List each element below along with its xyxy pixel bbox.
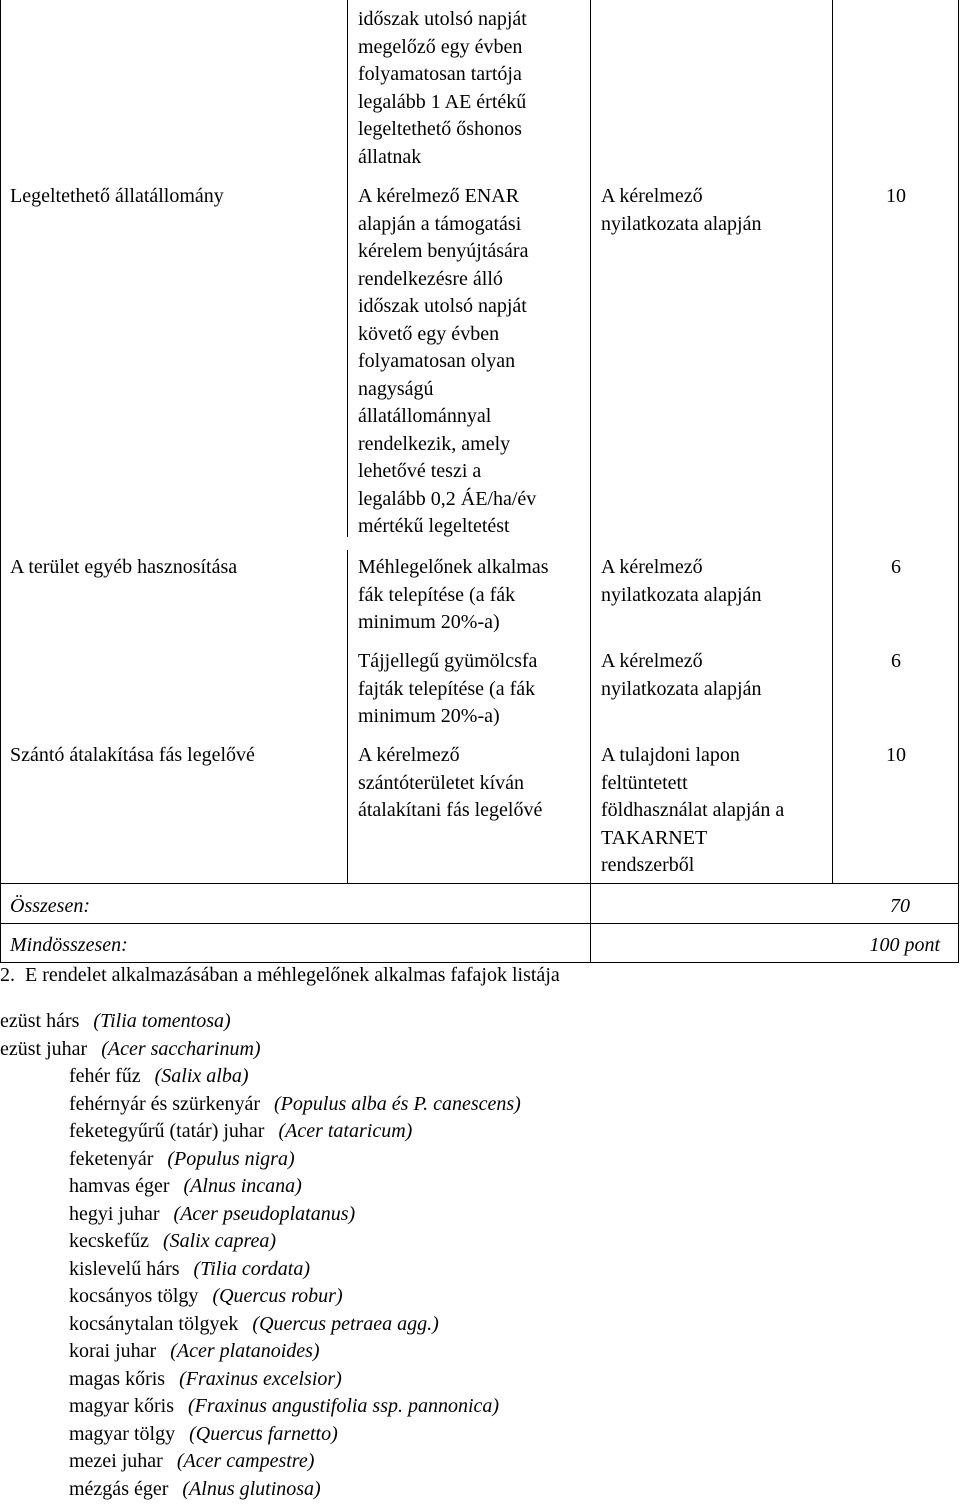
- row-tajjellegu-points: 6: [891, 650, 901, 672]
- plant-common-name: fehérnyár és szürkenyár: [69, 1092, 261, 1115]
- plant-scientific-name: (Quercus petraea agg.): [252, 1312, 439, 1335]
- plant-scientific-name: (Salix alba): [154, 1065, 249, 1087]
- plant-common-name: fehér fűz: [69, 1065, 141, 1087]
- plant-common-name: korai juhar: [69, 1340, 157, 1362]
- plant-common-name: feketegyűrű (tatár) juhar: [69, 1120, 265, 1142]
- grand-total-value: 100 pont: [869, 934, 940, 956]
- total-value: 70: [890, 895, 910, 917]
- plant-common-name: mezei juhar: [69, 1450, 163, 1472]
- list-item: [0, 1008, 960, 1036]
- row-egyeb-criterion: Méhlegelőnek alkalmas fák telepítése (a fák minimum 20%-a): [358, 556, 549, 633]
- plant-scientific-name: (Populus alba és P. canescens): [274, 1092, 521, 1115]
- plant-common-name: mézgás éger: [69, 1477, 169, 1500]
- list-item: [0, 1338, 960, 1366]
- plant-scientific-name: (Acer pseudoplatanus): [173, 1202, 356, 1225]
- plant-scientific-name: (Acer tataricum): [278, 1120, 413, 1142]
- plant-scientific-name: (Acer campestre): [176, 1450, 315, 1472]
- table-divider-2: [590, 0, 591, 962]
- total-label: Összesen:: [10, 895, 90, 917]
- plant-common-name: hamvas éger: [69, 1175, 170, 1197]
- criterion-continuation: időszak utolsó napját megelőző egy évben folyamatosan tartója legalább 1 AE értékű legeltethető őshonos állatnak: [358, 8, 527, 168]
- list-item: [0, 1173, 960, 1201]
- list-item: [0, 1283, 960, 1311]
- row-egyeb-name: A terület egyéb hasznosítása: [10, 556, 238, 578]
- list-item: [0, 1476, 960, 1504]
- list-item: [0, 1366, 960, 1394]
- row-szanto-name: Szántó átalakítása fás legelővé: [10, 744, 255, 766]
- table-divider-3: [832, 0, 833, 883]
- list-item: [0, 1421, 960, 1449]
- row-tajjellegu-source: A kérelmező nyilatkozata alapján: [601, 650, 762, 700]
- plant-scientific-name: (Fraxinus excelsior): [179, 1367, 342, 1390]
- row-egyeb-source: A kérelmező nyilatkozata alapján: [601, 556, 762, 606]
- list-item: [0, 1118, 960, 1146]
- plant-scientific-name: (Tilia cordata): [193, 1257, 311, 1280]
- plant-common-name: kislevelű hárs: [69, 1257, 180, 1280]
- row-szanto-source: A tulajdoni lapon feltüntetett földhasználat alapján a TAKARNET rendszerből: [601, 744, 785, 876]
- plant-common-name: feketenyár: [69, 1147, 154, 1170]
- plant-common-name: kecskefűz: [69, 1230, 149, 1252]
- row-tajjellegu-criterion: Tájjellegű gyümölcsfa fajták telepítése (a fák minimum 20%-a): [358, 650, 538, 727]
- list-item: [0, 1091, 960, 1119]
- plant-scientific-name: (Tilia tomentosa): [93, 1010, 231, 1032]
- table-divider-1b: [347, 550, 348, 883]
- plant-common-name: hegyi juhar: [69, 1202, 160, 1225]
- section-2-heading: 2. E rendelet alkalmazásában a méhlegelőnek alkalmas fafajok listája: [0, 964, 560, 986]
- plant-scientific-name: (Alnus incana): [183, 1175, 302, 1197]
- plant-common-name: ezüst hárs: [0, 1010, 80, 1032]
- plant-common-name: kocsánytalan tölgyek: [69, 1312, 239, 1335]
- table-row-line-total: [0, 883, 959, 884]
- list-item: [0, 1063, 960, 1091]
- list-item: [0, 1036, 960, 1064]
- table-border-left: [0, 0, 1, 962]
- list-item: [0, 1146, 960, 1174]
- row-legeltetheto-points: 10: [886, 185, 906, 207]
- plant-scientific-name: (Quercus robur): [212, 1285, 343, 1307]
- list-item: [0, 1256, 960, 1284]
- plant-scientific-name: (Populus nigra): [167, 1147, 295, 1170]
- row-legeltetheto-source: A kérelmező nyilatkozata alapján: [601, 185, 762, 235]
- row-szanto-points: 10: [886, 744, 906, 766]
- plant-scientific-name: (Acer saccharinum): [101, 1037, 261, 1060]
- plant-scientific-name: (Alnus glutinosa): [182, 1477, 321, 1500]
- plant-common-name: kocsányos tölgy: [69, 1285, 199, 1307]
- plant-common-name: magyar kőris: [69, 1395, 174, 1417]
- list-item: [0, 1311, 960, 1339]
- grand-total-label: Mindösszesen:: [10, 934, 128, 956]
- list-item: [0, 1201, 960, 1229]
- row-legeltetheto-criterion: A kérelmező ENAR alapján a támogatási kérelem benyújtására rendelkezésre álló időszak utolsó napját követő egy évben folyamatosan olyan nagyságú állatállománnyal rendelkezik, amely lehetővé teszi a legalább 0,2 ÁE/ha/év mértékű legeltetést: [358, 185, 537, 537]
- row-szanto-criterion: A kérelmező szántóterületet kíván átalakítani fás legelővé: [358, 744, 543, 821]
- plant-common-name: magas kőris: [69, 1367, 166, 1390]
- plant-list: [0, 1008, 960, 1503]
- list-item: [0, 1228, 960, 1256]
- plant-scientific-name: (Acer platanoides): [170, 1340, 320, 1362]
- table-row-line-grandtotal: [0, 923, 959, 924]
- row-egyeb-points: 6: [891, 556, 901, 578]
- plant-scientific-name: (Fraxinus angustifolia ssp. pannonica): [187, 1395, 500, 1417]
- plant-common-name: magyar tölgy: [69, 1422, 176, 1445]
- plant-scientific-name: (Quercus farnetto): [189, 1422, 338, 1445]
- table-divider-1: [347, 0, 348, 537]
- plant-common-name: ezüst juhar: [0, 1037, 88, 1060]
- list-item: [0, 1393, 960, 1421]
- row-legeltetheto-name: Legeltethető állatállomány: [10, 185, 224, 207]
- plant-scientific-name: (Salix caprea): [162, 1230, 277, 1252]
- table-border-right: [958, 0, 959, 962]
- list-item: [0, 1448, 960, 1476]
